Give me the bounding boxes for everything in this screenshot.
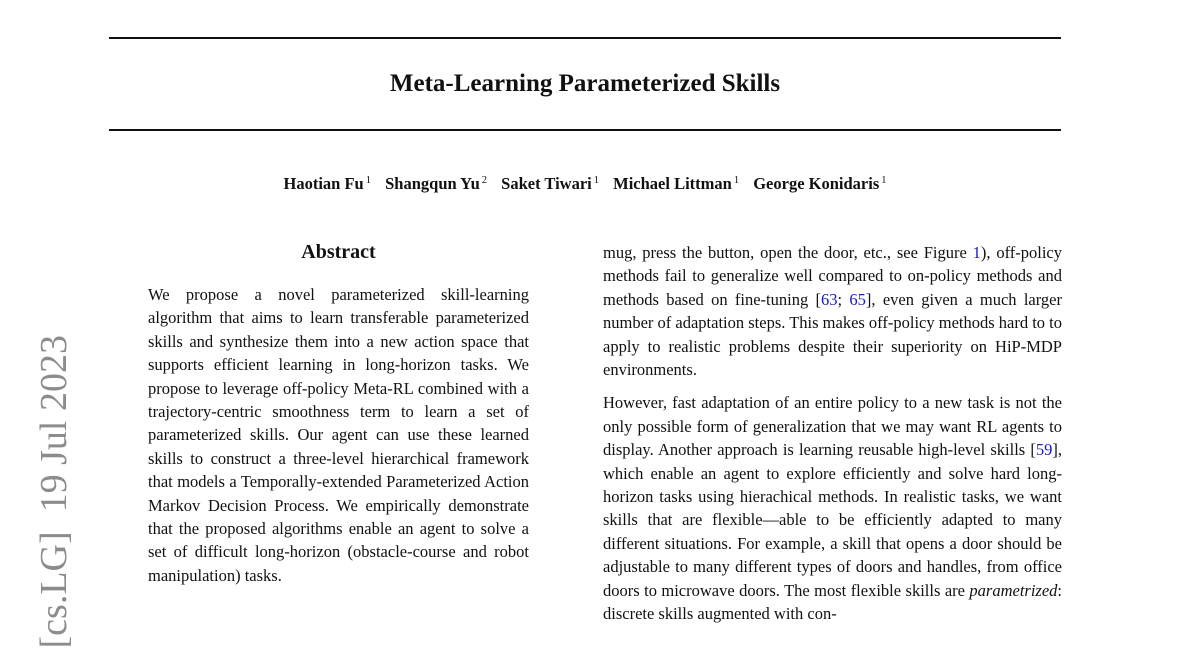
author-affiliation: 2 bbox=[481, 175, 488, 186]
body-text: ; bbox=[837, 289, 850, 309]
body-text: ), off-policy methods fail to generalize well compared to on-policy methods and methods based on fine-tuning [ bbox=[603, 243, 1062, 309]
body-text: However, fast adaptation of an entire policy to a new task is not the only possible form of generalization that we may want RL agents to display. Another approach is learning reusable high-level skills [ bbox=[603, 393, 1062, 460]
author-affiliation: 1 bbox=[881, 175, 887, 186]
body-text: ], even given a much larger number of adaptation steps. This makes off-policy methods hard to to apply to realistic problems despite their superiority on HiP-MDP environments. bbox=[603, 289, 1063, 380]
body-paragraph bbox=[603, 241, 1062, 381]
author-affiliation: 1 bbox=[593, 175, 600, 186]
body-text: mug, press the button, open the door, etc., see Figure bbox=[603, 243, 973, 262]
paper-title: Meta-Learning Parameterized Skills bbox=[389, 70, 781, 97]
figure-reference-link[interactable]: 1 bbox=[972, 243, 981, 262]
author-affiliation: 1 bbox=[733, 175, 740, 186]
body-text: : discrete skills augmented with con- bbox=[603, 580, 1062, 624]
author-name: Haotian Fu bbox=[283, 174, 364, 193]
author-name: George Konidaris bbox=[753, 174, 880, 193]
author-name: Shangqun Yu bbox=[385, 174, 480, 193]
author bbox=[753, 174, 886, 193]
author bbox=[284, 174, 371, 193]
abstract-heading: Abstract bbox=[301, 241, 376, 263]
emphasis-text: parametrized bbox=[969, 580, 1058, 600]
title-top-rule bbox=[109, 37, 1061, 39]
body-text: ], which enable an agent to explore efficiently and solve hard long-horizon tasks using hierachical methods. In realistic tasks, we want skills that are flexible—able to be efficiently adapted to many different situations. For example, a skill that opens a door should be adjustable to many different types of doors and handles, from office doors to microwave doors. The most flexible skills are bbox=[603, 440, 1062, 600]
author bbox=[385, 174, 487, 193]
intro-column bbox=[603, 241, 1062, 636]
author-list bbox=[109, 172, 1061, 196]
arxiv-margin-stamp bbox=[32, 322, 76, 648]
citation-link[interactable]: 63 bbox=[821, 289, 838, 309]
arxiv-stamp-text: [cs.LG] 19 Jul 2023 bbox=[33, 334, 75, 648]
citation-link[interactable]: 59 bbox=[1035, 440, 1053, 460]
title-bottom-rule bbox=[109, 129, 1061, 131]
abstract-text: We propose a novel parameterized skill-learning algorithm that aims to learn transferable parameterized skills and synthesize them into a new action space that supports efficient learning in long-horizon tasks. We propose to leverage off-policy Meta-RL combined with a trajectory-centric smoothness term to learn a set of parameterized skills. Our agent can use these learned skills to construct a three-level hierarchical framework that models a Temporally-extended Parameterized Action Markov Decision Process. We empirically demonstrate that the proposed algorithms enable an agent to solve a set of difficult long-horizon (obstacle-course and robot manipulation) tasks. bbox=[148, 285, 529, 585]
author-name: Saket Tiwari bbox=[501, 174, 592, 193]
author bbox=[501, 174, 599, 193]
author bbox=[613, 174, 739, 193]
author-affiliation: 1 bbox=[365, 175, 371, 186]
author-name: Michael Littman bbox=[613, 174, 732, 193]
citation-link[interactable]: 65 bbox=[849, 289, 866, 309]
body-paragraph bbox=[603, 391, 1062, 625]
